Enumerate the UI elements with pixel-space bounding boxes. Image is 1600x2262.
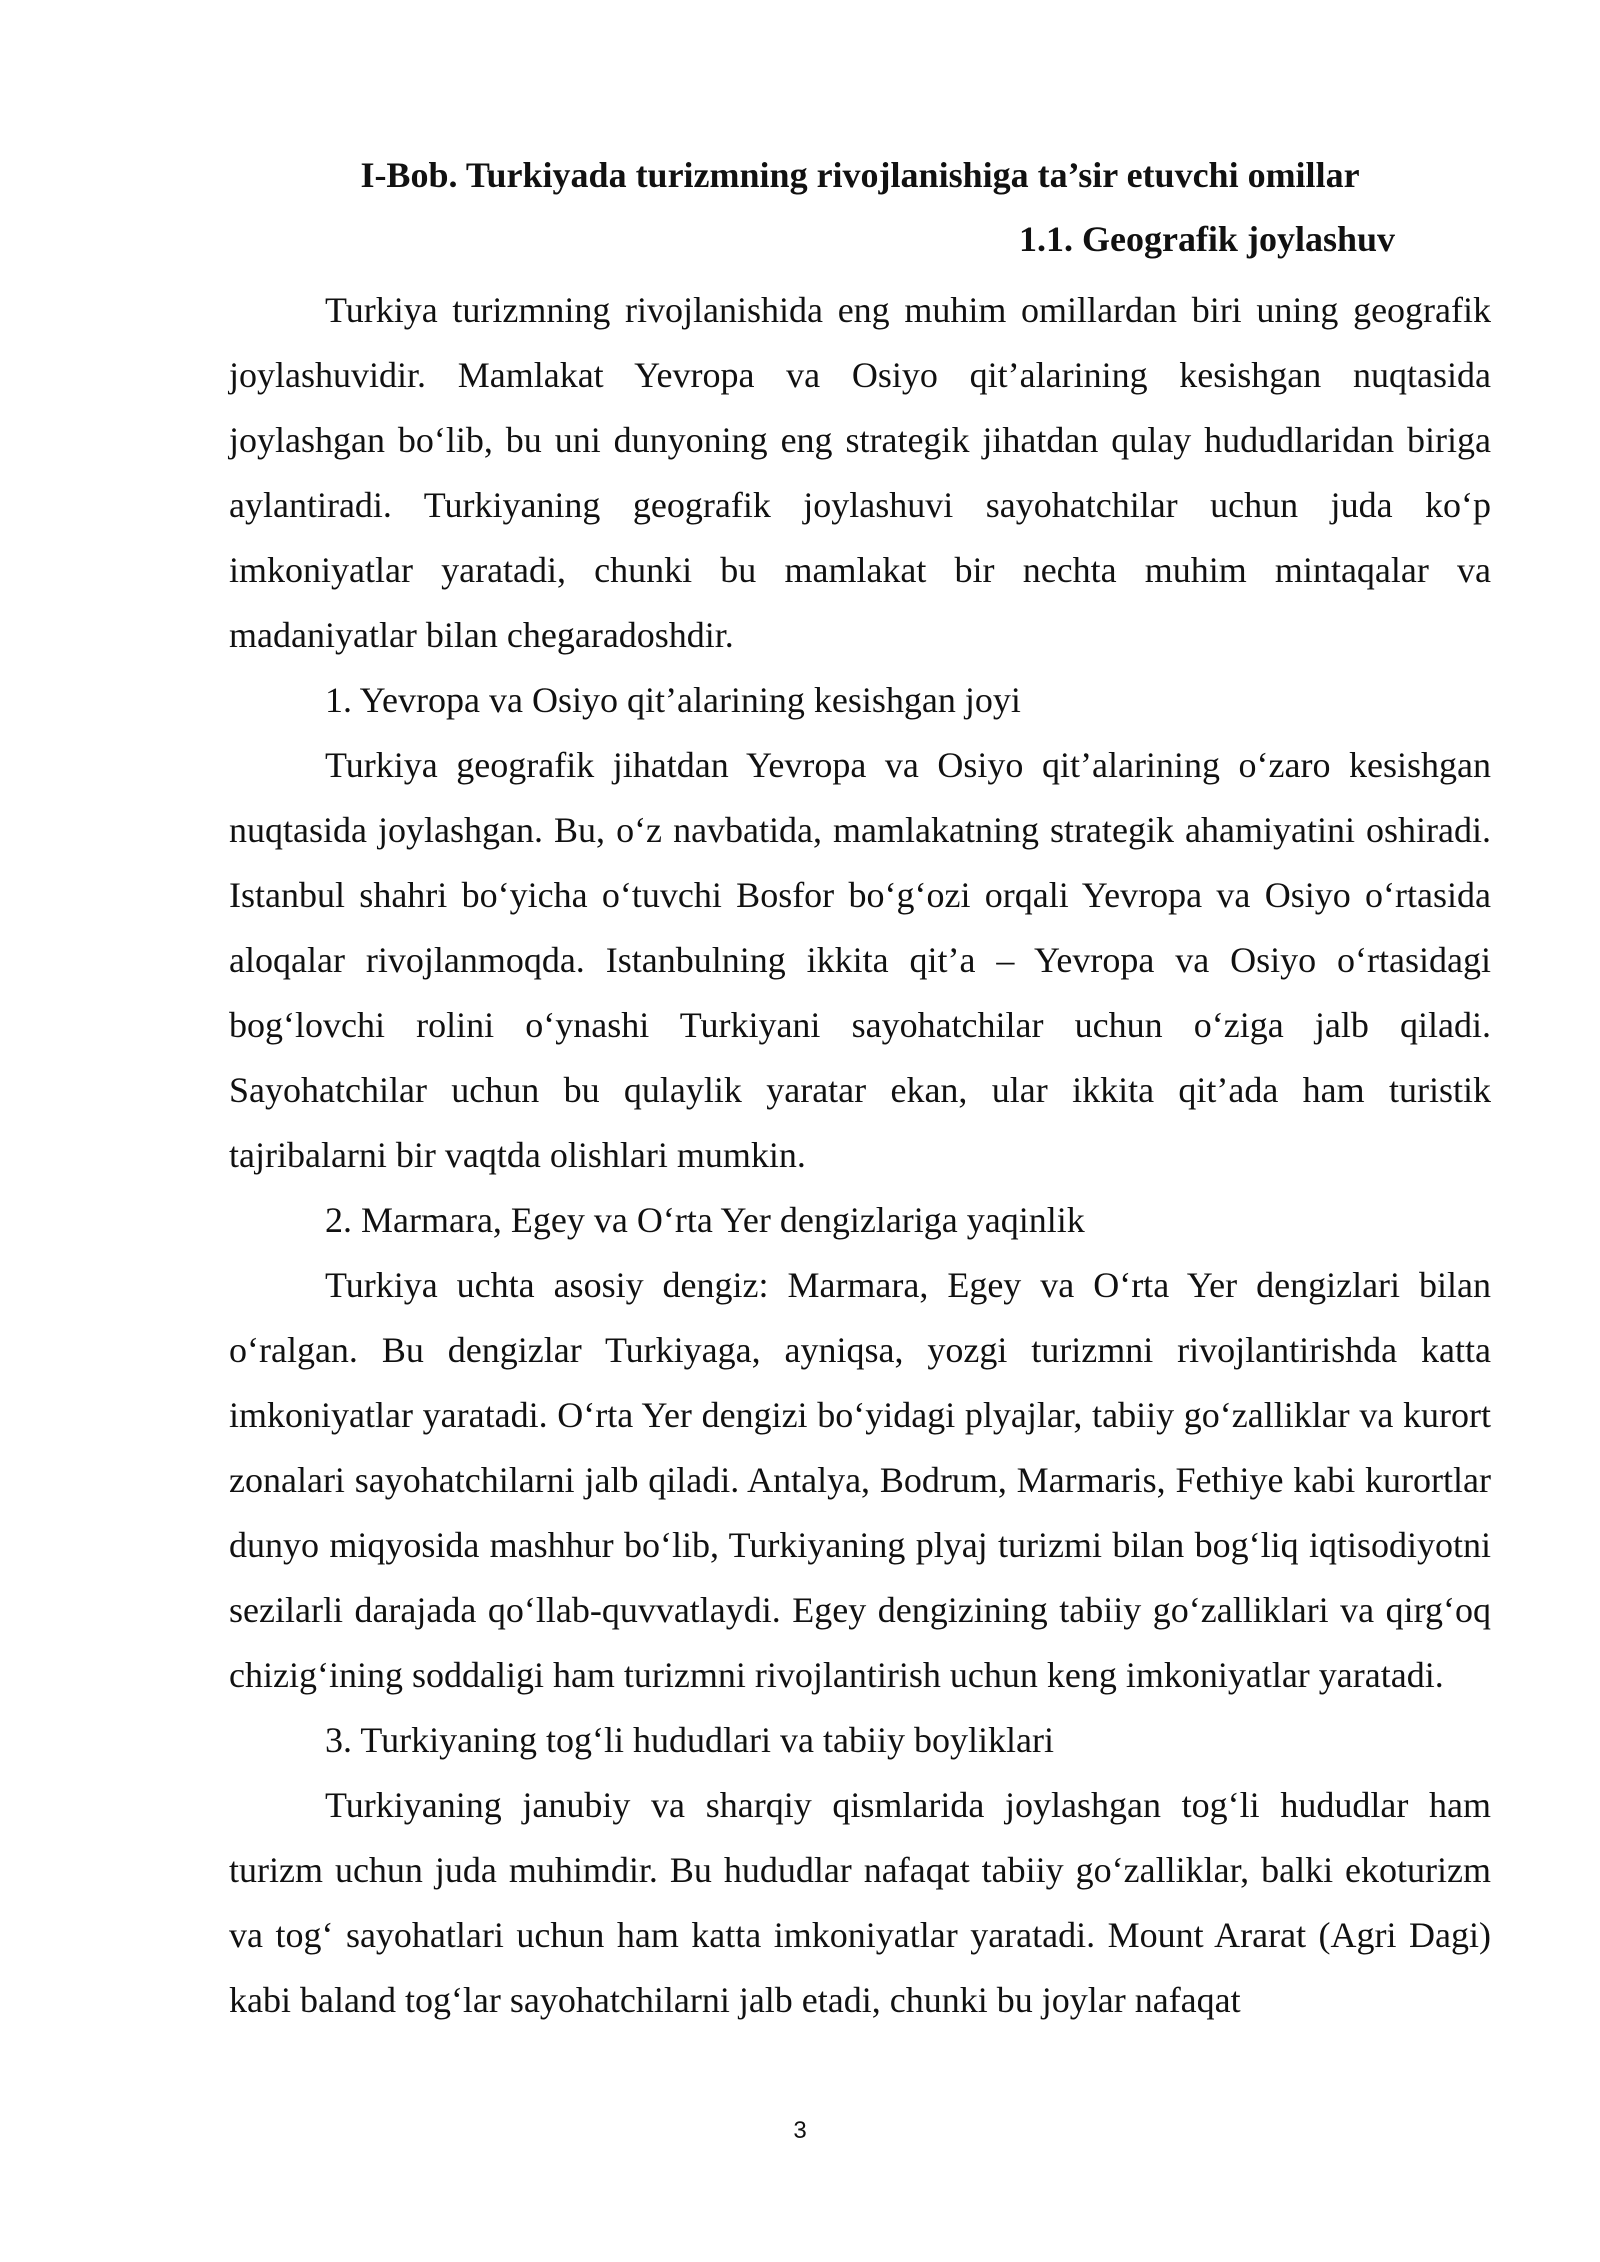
chapter-title: I-Bob. Turkiyada turizmning rivojlanishiga ta’sir etuvchi omillar <box>360 155 1360 195</box>
page-content <box>229 150 1491 2033</box>
section-title: 1.1. Geografik joylashuv <box>1018 219 1395 259</box>
list-heading-europe-asia: 1. Yevropa va Osiyo qit’alarining kesishgan joyi <box>325 680 1021 720</box>
page-number: 3 <box>793 2117 807 2144</box>
paragraph-mountains: Turkiyaning janubiy va sharqiy qismlarida joylashgan tog‘li hududlar ham turizm uchun juda muhimdir. Bu hududlar nafaqat tabiiy go‘zalliklar, balki ekoturizm va tog‘ sayohatlari uchun ham katta imkoniyatlar yaratadi. Mount Ararat (Agri Dagi) kabi baland tog‘lar sayohatchilarni jalb etadi, chunki bu joylar nafaqat <box>229 1785 1491 2020</box>
list-heading-mountains: 3. Turkiyaning tog‘li hududlari va tabiiy boyliklari <box>325 1720 1054 1760</box>
paragraph-seas: Turkiya uchta asosiy dengiz: Marmara, Egey va O‘rta Yer dengizlari bilan o‘ralgan. Bu dengizlar Turkiyaga, ayniqsa, yozgi turizmni rivojlantirishda katta imkoniyatlar yaratadi. O‘rta Yer dengizi bo‘yidagi plyajlar, tabiiy go‘zalliklar va kurort zonalari sayohatchilarni jalb qiladi. Antalya, Bodrum, Marmaris, Fethiye kabi kurortlar dunyo miqyosida mashhur bo‘lib, Turkiyaning plyaj turizmi bilan bog‘liq iqtisodiyotni sezilarli darajada qo‘llab-quvvatlaydi. Egey dengizining tabiiy go‘zalliklari va qirg‘oq chizig‘ining soddaligi ham turizmni rivojlantirish uchun keng imkoniyatlar yaratadi. <box>229 1265 1491 1695</box>
list-heading-seas: 2. Marmara, Egey va O‘rta Yer dengizlariga yaqinlik <box>325 1200 1085 1240</box>
paragraph-intro: Turkiya turizmning rivojlanishida eng muhim omillardan biri uning geografik joylashuvidir. Mamlakat Yevropa va Osiyo qit’alarining kesishgan nuqtasida joylashgan bo‘lib, bu uni dunyoning eng strategik jihatdan qulay hududlaridan biriga aylantiradi. Turkiyaning geografik joylashuvi sayohatchilar uchun juda ko‘p imkoniyatlar yaratadi, chunki bu mamlakat bir nechta muhim mintaqalar va madaniyatlar bilan chegaradoshdir. <box>229 290 1491 655</box>
paragraph-europe-asia: Turkiya geografik jihatdan Yevropa va Osiyo qit’alarining o‘zaro kesishgan nuqtasida joylashgan. Bu, o‘z navbatida, mamlakatning strategik ahamiyatini oshiradi. Istanbul shahri bo‘yicha o‘tuvchi Bosfor bo‘g‘ozi orqali Yevropa va Osiyo o‘rtasida aloqalar rivojlanmoqda. Istanbulning ikkita qit’a – Yevropa va Osiyo o‘rtasidagi bog‘lovchi rolini o‘ynashi Turkiyani sayohatchilar uchun o‘ziga jalb qiladi. Sayohatchilar uchun bu qulaylik yaratar ekan, ular ikkita qit’ada ham turistik tajribalarni bir vaqtda olishlari mumkin. <box>229 745 1491 1175</box>
